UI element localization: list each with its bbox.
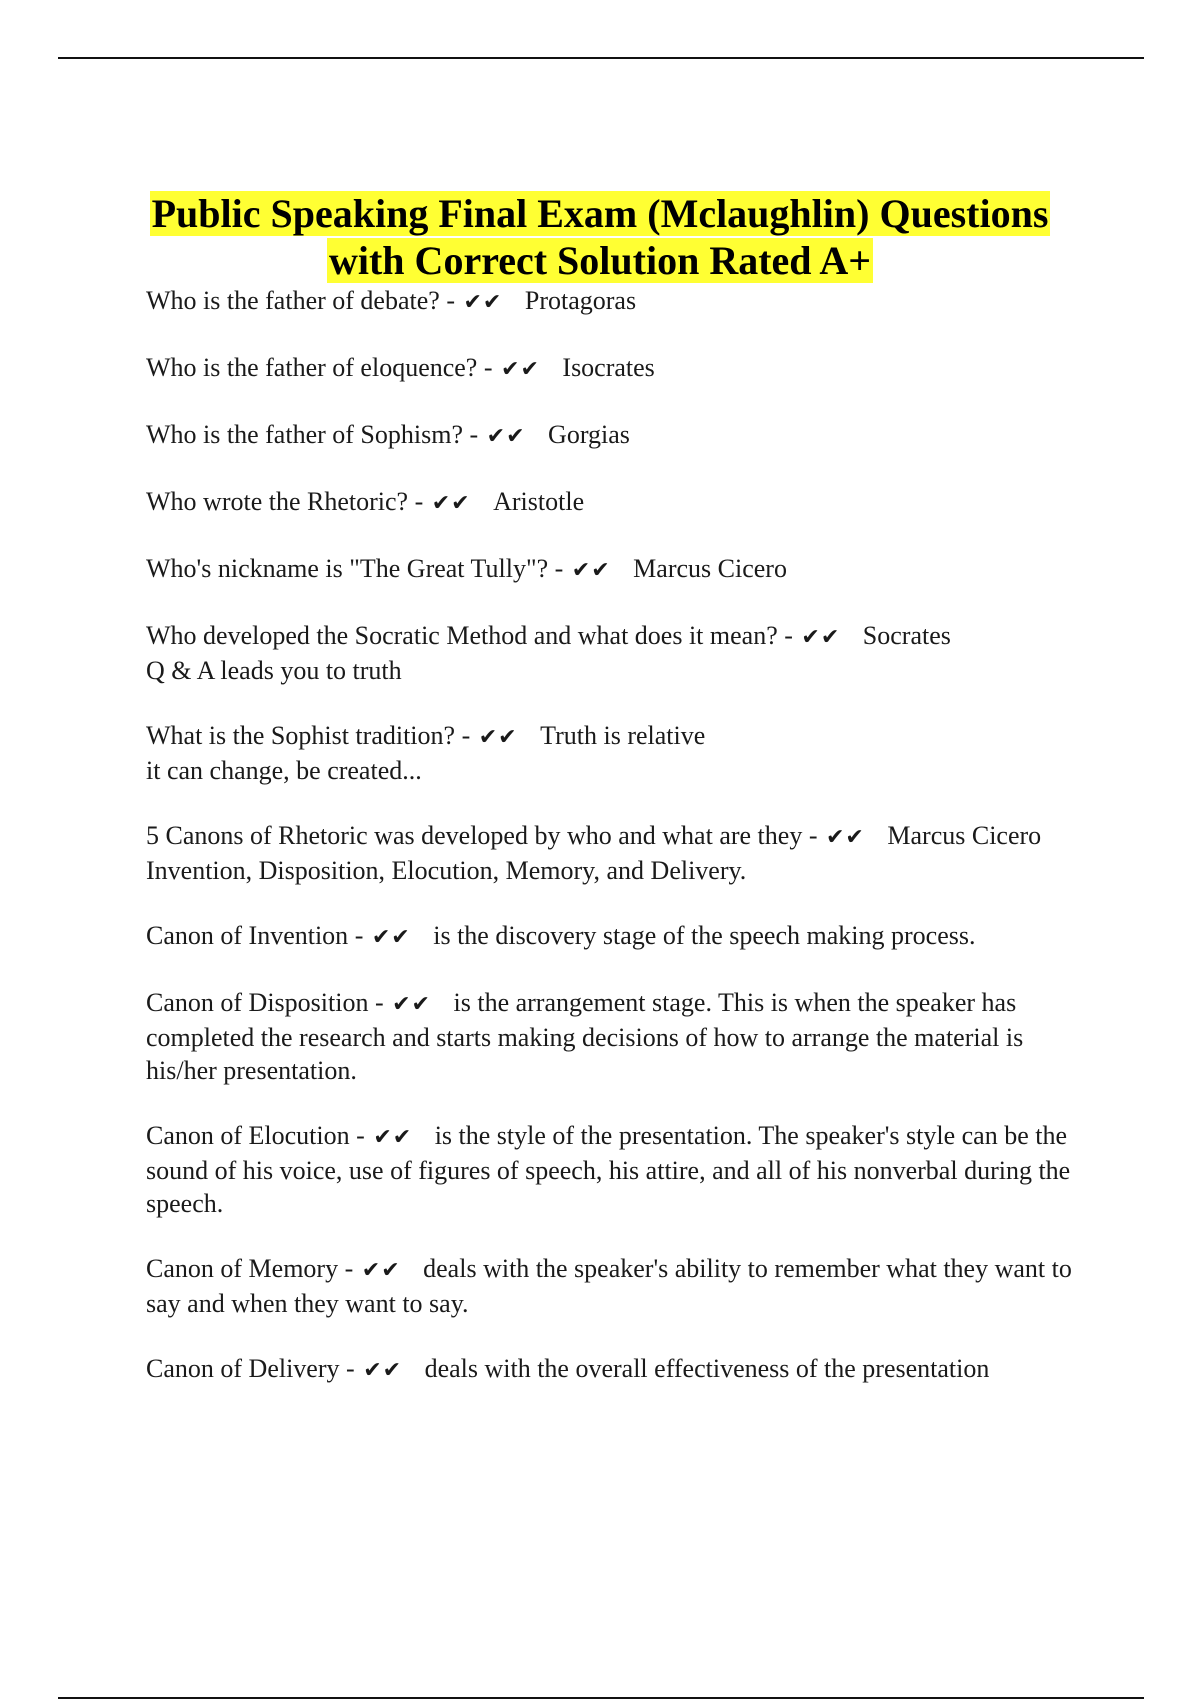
separator: - [339, 1354, 362, 1383]
check-icon: ✔✔ [501, 357, 540, 382]
separator: - [548, 554, 570, 583]
check-icon: ✔✔ [463, 290, 503, 315]
title-line-1: Public Speaking Final Exam (Mclaughlin) Questions [151, 191, 1049, 236]
answer-text: Aristotle [493, 487, 585, 516]
separator: - [455, 721, 477, 750]
check-icon: ✔✔ [826, 825, 865, 850]
qa-item [146, 485, 1076, 520]
answer-text: deals with the speaker's ability to remember what they want to say and when they want to say. [146, 1254, 1072, 1318]
top-rule [58, 57, 1144, 59]
qa-item [146, 1352, 1076, 1387]
answer-text: Marcus Cicero [887, 821, 1042, 850]
qa-item [146, 1119, 1076, 1220]
question-text: 5 Canons of Rhetoric was developed by who and what are they [146, 821, 803, 850]
document-title [130, 190, 1070, 284]
qa-item [146, 986, 1076, 1087]
check-icon: ✔✔ [801, 625, 841, 650]
qa-item [146, 552, 1076, 587]
question-text: Who is the father of debate? [146, 286, 440, 315]
question-text: Who is the father of eloquence? [146, 353, 478, 382]
separator: - [477, 353, 500, 382]
bottom-rule [58, 1697, 1144, 1699]
question-text: Who is the father of Sophism? [146, 420, 463, 449]
qa-item [146, 719, 1076, 787]
qa-item [146, 1252, 1076, 1320]
separator: - [408, 487, 430, 516]
question-text: Canon of Elocution [146, 1121, 350, 1150]
separator: - [348, 921, 370, 950]
separator: - [349, 1121, 372, 1150]
answer-text: Protagoras [524, 286, 637, 315]
check-icon: ✔✔ [361, 1258, 401, 1283]
separator: - [777, 621, 800, 650]
answer-text-line-2: Q & A leads you to truth [146, 656, 402, 685]
qa-item [146, 819, 1076, 887]
question-text: Who wrote the Rhetoric? [146, 487, 409, 516]
check-icon: ✔✔ [571, 558, 611, 583]
qa-item [146, 418, 1076, 453]
answer-text: is the discovery stage of the speech making process. [433, 921, 976, 950]
check-icon: ✔✔ [363, 1358, 403, 1383]
separator: - [368, 988, 391, 1017]
answer-text: Marcus Cicero [633, 554, 787, 583]
separator: - [338, 1254, 360, 1283]
qa-item [146, 351, 1076, 386]
qa-item [146, 284, 1076, 319]
separator: - [802, 821, 824, 850]
question-text: Canon of Disposition [146, 988, 369, 1017]
answer-text: Socrates [862, 621, 951, 650]
title-line-2: with Correct Solution Rated A+ [328, 238, 872, 283]
qa-item [146, 619, 1076, 687]
answer-text-line-2: it can change, be created... [146, 756, 422, 785]
question-text: Who's nickname is "The Great Tully"? [146, 554, 549, 583]
check-icon: ✔✔ [486, 424, 526, 449]
answer-text: is the style of the presentation. The speaker's style can be the sound of his voice, use of figures of speech, his attire, and all of his nonverbal during the speech. [146, 1121, 1071, 1218]
answer-text: Gorgias [548, 420, 630, 449]
answer-text: is the arrangement stage. This is when the speaker has completed the research and starts making decisions of how to arrange the material is his/her presentation. [146, 988, 1024, 1085]
qa-item [146, 919, 1076, 954]
separator: - [439, 286, 462, 315]
check-icon: ✔✔ [431, 491, 471, 516]
answer-text: Truth is relative [540, 721, 706, 750]
answer-text-line-2: Invention, Disposition, Elocution, Memory, and Delivery. [146, 856, 747, 885]
question-text: Who developed the Socratic Method and what does it mean? [146, 621, 778, 650]
question-text: Canon of Invention [146, 921, 349, 950]
check-icon: ✔✔ [392, 992, 431, 1017]
qa-list [146, 284, 1076, 1419]
check-icon: ✔✔ [478, 725, 518, 750]
check-icon: ✔✔ [371, 925, 411, 950]
question-text: What is the Sophist tradition? [146, 721, 456, 750]
answer-text: Isocrates [562, 353, 655, 382]
question-text: Canon of Delivery [146, 1354, 340, 1383]
check-icon: ✔✔ [373, 1125, 413, 1150]
answer-text: deals with the overall effectiveness of the presentation [424, 1354, 990, 1383]
separator: - [463, 420, 485, 449]
question-text: Canon of Memory [146, 1254, 339, 1283]
